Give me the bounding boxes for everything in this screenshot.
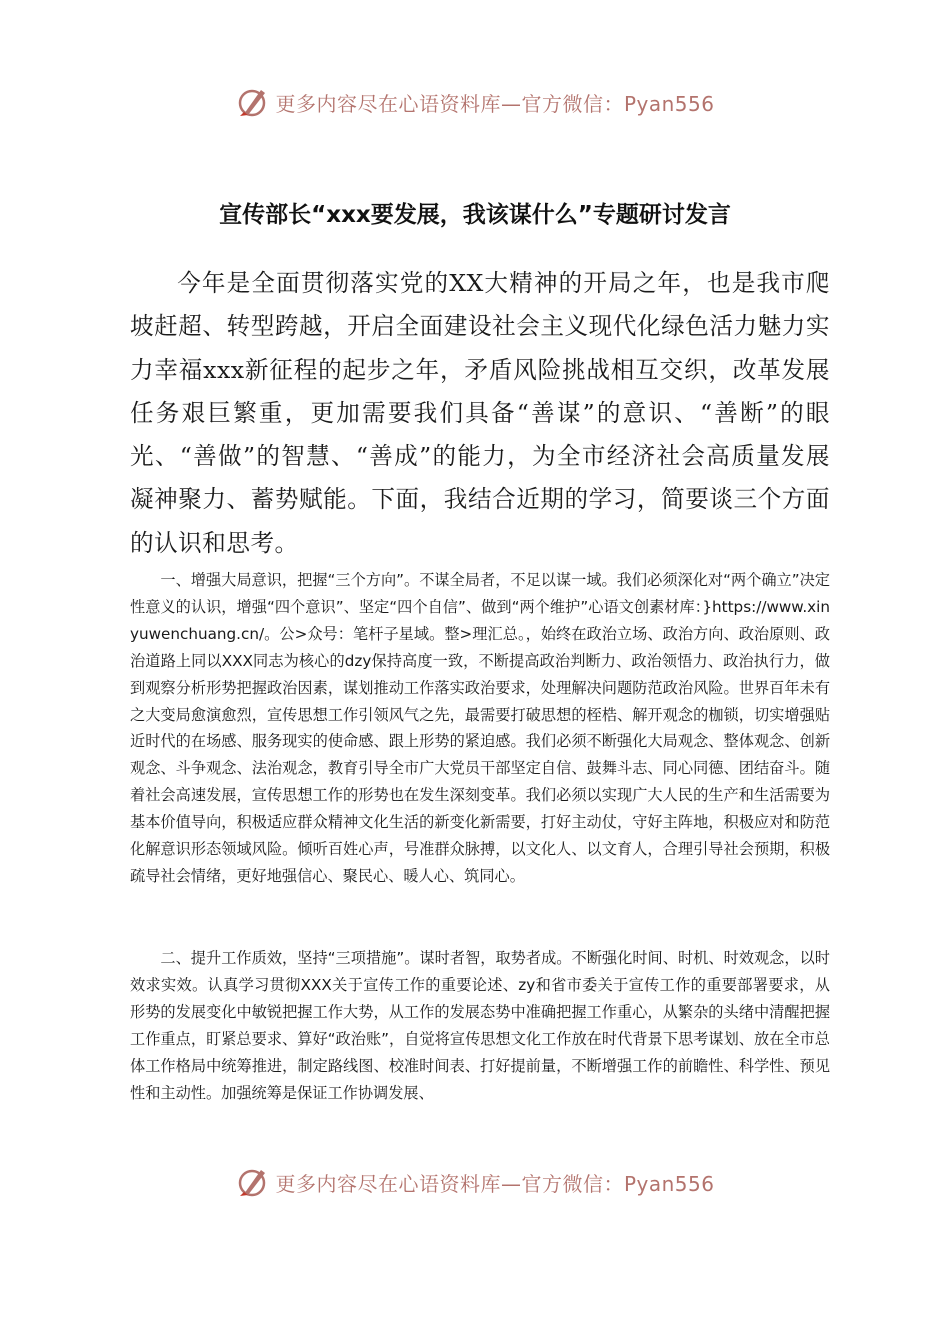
watermark-banner-top — [0, 82, 950, 122]
quill-pen-seal-icon — [235, 1164, 271, 1200]
intro-paragraph: 今年是全面贯彻落实党的XX大精神的开局之年，也是我市爬坡赶超、转型跨越，开启全面建设社会主义现代化绿色活力魅力实力幸福xxx新征程的起步之年，矛盾风险挑战相互交织，改革发展任务艰巨繁重，更加需要我们具备“善谋”的意识、“善断”的眼光、“善做”的智慧、“善成”的能力，为全市经济社会高质量发展凝神聚力、蓄势赋能。下面，我结合近期的学习，简要谈三个方面的认识和思考。 — [130, 269, 830, 557]
quill-pen-seal-icon — [235, 84, 271, 120]
watermark-text: 更多内容尽在心语资料库—官方微信：Pyan556 — [275, 1171, 715, 1196]
document-title: 宣传部长“xxx要发展，我该谋什么”专题研讨发言 — [219, 202, 731, 228]
watermark-banner-bottom — [0, 1162, 950, 1202]
body-paragraph-1: 一、增强大局意识，把握“三个方向”。不谋全局者，不足以谋一域。我们必须深化对“两个确立”决定性意义的认识，增强“四个意识”、坚定“四个自信”、做到“两个维护”心语文创素材库：}https://www.xinyuwenchuang.cn/。公>众号：笔杆子星域。整>理汇总。，始终在政治立场、政治方向、政治原则、政治道路上同以XXX同志为核心的dzy保持高度一致，不断提高政治判断力、政治领悟力、政治执行力，做到观察分析形势把握政治因素，谋划推动工作落实政治要求，处理解决问题防范政治风险。世界百年未有之大变局愈演愈烈，宣传思想工作引领风气之先，最需要打破思想的桎梏、解开观念的枷锁，切实增强贴近时代的在场感、服务现实的使命感、跟上形势的紧迫感。我们必须不断强化大局观念、整体观念、创新观念、斗争观念、法治观念，教育引导全市广大党员干部坚定自信、鼓舞斗志、同心同德、团结奋斗。随着社会高速发展，宣传思想工作的形势也在发生深刻变革。我们必须以实现广大人民的生产和生活需要为基本价值导向，积极适应群众精神文化生活的新变化新需要，打好主动仗，守好主阵地，积极应对和防范化解意识形态领域风险。倾听百姓心声，号准群众脉搏，以文化人、以文育人，合理引导社会预期，积极疏导社会情绪，更好地强信心、聚民心、暖人心、筑同心。 — [130, 571, 830, 885]
body-paragraph-2: 二、提升工作质效，坚持“三项措施”。谋时者智，取势者成。不断强化时间、时机、时效观念，以时效求实效。认真学习贯彻XXX关于宣传工作的重要论述、zy和省市委关于宣传工作的重要部署要求，从形势的发展变化中敏锐把握工作大势，从工作的发展态势中准确把握工作重心，从繁杂的头绪中清醒把握工作重点，盯紧总要求、算好“政治账”，自觉将宣传思想文化工作放在时代背景下思考谋划、放在全市总体工作格局中统筹推进，制定路线图、校准时间表、打好提前量，不断增强工作的前瞻性、科学性、预见性和主动性。加强统筹是保证工作协调发展、 — [130, 949, 830, 1102]
watermark-text: 更多内容尽在心语资料库—官方微信：Pyan556 — [275, 91, 715, 116]
